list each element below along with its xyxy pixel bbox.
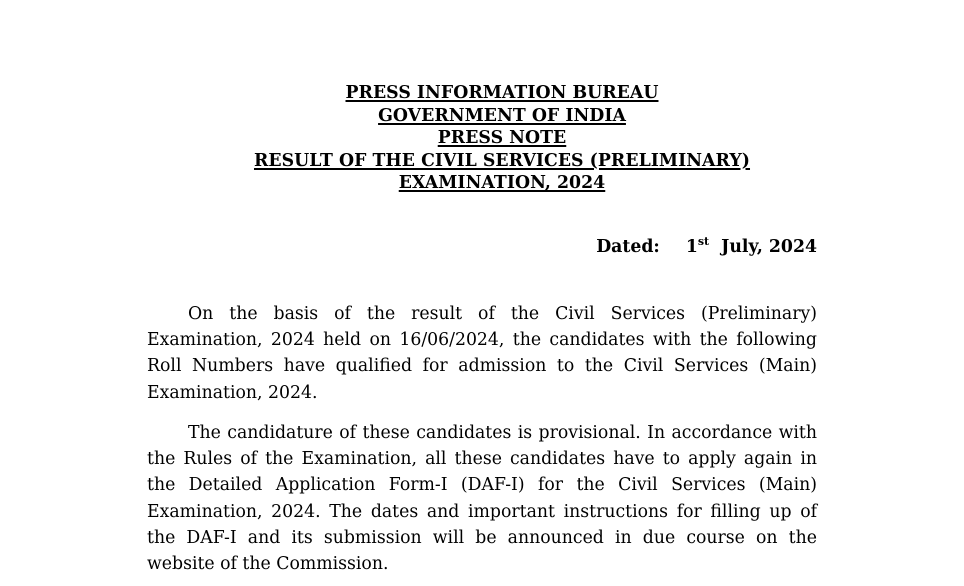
heading-subject-year: EXAMINATION, 2024 <box>398 173 606 194</box>
body-paragraph-candidature: The candidature of these candidates is provisional. In accordance with the Rules of the Examination, all these candidates have to apply again in the Detailed Application Form-I (DAF-I) for the Civil Services (Main) Examination, 2024. The dates and important instructions for filling up of the DAF-I and its submission will be announced in due course on the website of the Commission. <box>147 423 817 575</box>
date-day-suffix: st <box>697 235 710 248</box>
heading-subject: RESULT OF THE CIVIL SERVICES (PRELIMINARY) <box>253 150 751 171</box>
date-label: Dated: <box>596 237 660 257</box>
heading-document-type: PRESS NOTE <box>437 128 567 149</box>
heading-government: GOVERNMENT OF INDIA <box>378 105 626 126</box>
date-day: 1 <box>685 237 698 257</box>
heading-organization: PRESS INFORMATION BUREAU <box>345 83 659 103</box>
document-heading <box>150 82 854 195</box>
date-line <box>596 236 817 258</box>
date-month-year: July, 2024 <box>721 237 817 257</box>
body-paragraph-result: On the basis of the result of the Civil Services (Preliminary) Examination, 2024 held on 16/06/2024, the candidates with the following Roll Numbers have qualified for admission to the Civil Services (Main) Examination, 2024. <box>147 304 817 403</box>
